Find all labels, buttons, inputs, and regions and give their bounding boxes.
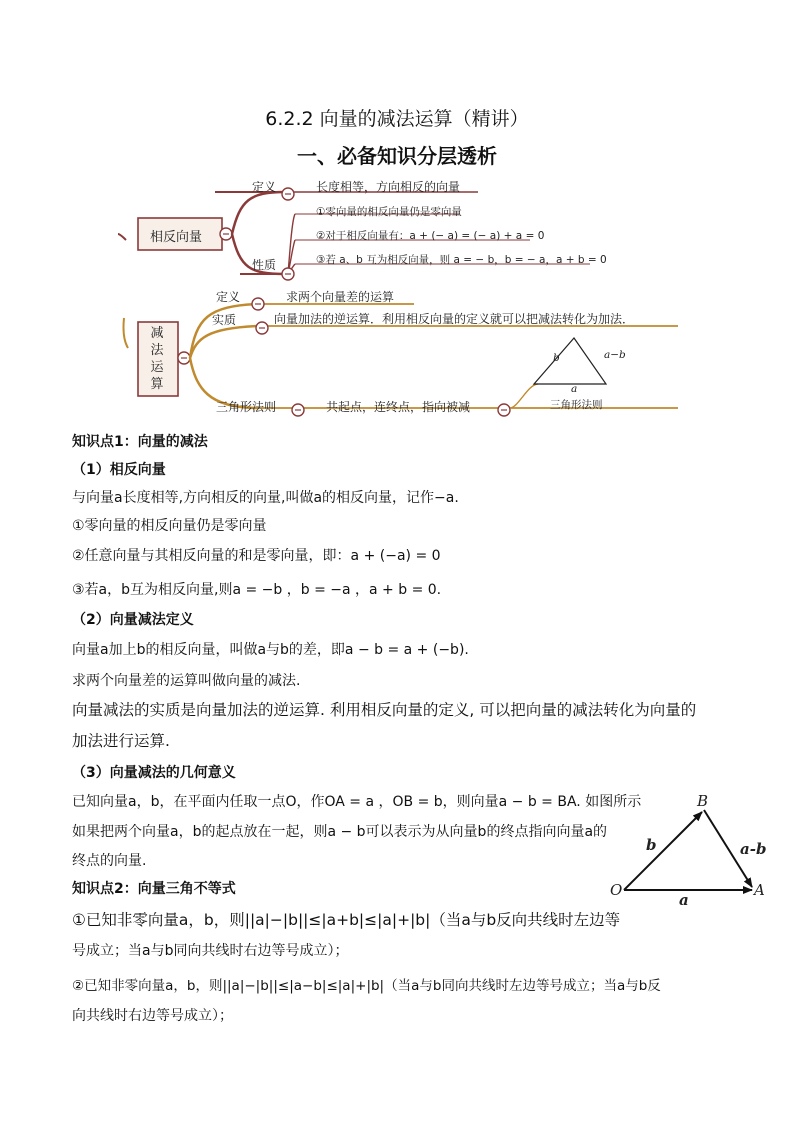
- text-line: 号成立；当a与b同向共线时右边等号成立）；: [72, 943, 349, 959]
- mindmap-prop-label: 性质: [252, 258, 277, 272]
- mindmap-root-char: 减: [150, 326, 164, 341]
- knowledge-point-2: 知识点2：向量三角不等式: [72, 881, 236, 897]
- point-a-label: A: [754, 881, 765, 899]
- text-line: 向量减法的实质是向量加法的逆运算. 利用相反向量的定义, 可以把向量的减法转化为向量的: [72, 701, 697, 719]
- text-line: 向共线时右边等号成立）；: [72, 1008, 233, 1024]
- subheading-2: （2）向量减法定义: [72, 612, 194, 628]
- text-line: 向量a加上b的相反向量，叫做a与b的差，即a − b = a + (−b).: [72, 642, 469, 658]
- mindmap-prop-1: ①零向量的相反向量仍是零向量: [316, 206, 462, 218]
- mindmap-sub-def-text: 求两个向量差的运算: [286, 290, 395, 304]
- mindmap-root-subtraction: [141, 325, 173, 393]
- text-line: 已知向量a，b，在平面内任取一点O，作OA = a ，OB = b，则向量a − b = BA. 如图所示: [72, 794, 642, 810]
- point-o-label: O: [610, 881, 623, 899]
- text-line: 加法进行运算.: [72, 732, 170, 750]
- text-line: ②任意向量与其相反向量的和是零向量，即：a + (−a) = 0: [72, 548, 441, 564]
- mindmap-prop-2: ②对于相反向量有：a + (− a) = (− a) + a = 0: [316, 230, 545, 242]
- text-line: ①已知非零向量a，b，则||a|−|b||≤|a+b|≤|a|+|b|（当a与b反向共线时左边等: [72, 911, 621, 929]
- text-line: 终点的向量.: [72, 853, 147, 869]
- subheading-1: （1）相反向量: [72, 462, 166, 478]
- text-line: ①零向量的相反向量仍是零向量: [72, 518, 267, 534]
- knowledge-point-1: 知识点1：向量的减法: [72, 434, 208, 450]
- vector-amb-label: a-b: [740, 840, 767, 858]
- mindmap-root-char: 法: [150, 343, 164, 358]
- text-line: ②已知非零向量a，b，则||a|−|b||≤|a−b|≤|a|+|b|（当a与b同向共线时左边等号成立；当a与b反: [72, 978, 661, 994]
- point-b-label: B: [697, 792, 709, 810]
- mindmap-root-opposite: 相反向量: [150, 230, 203, 245]
- mindmap-root-char: 运: [150, 360, 164, 375]
- mindmap-triangle-label: 三角形法则: [216, 400, 277, 414]
- subheading-3: （3）向量减法的几何意义: [72, 765, 236, 781]
- vector-a-label: a: [679, 891, 689, 909]
- mindmap-triangle-text: 共起点，连终点，指向被减: [326, 400, 471, 414]
- text-line: 与向量a长度相等,方向相反的向量,叫做a的相反向量，记作−a.: [72, 490, 459, 506]
- mindmap-essence-text: 向量加法的逆运算．利用相反向量的定义就可以把减法转化为加法．: [274, 312, 635, 326]
- small-label-amb: a−b: [604, 349, 626, 361]
- small-triangle-caption: 三角形法则: [550, 399, 603, 411]
- mindmap-def-text: 长度相等，方向相反的向量: [316, 180, 461, 194]
- text-line: ③若a，b互为相反向量,则a = −b ，b = −a ，a + b = 0.: [72, 582, 442, 598]
- mindmap-root-char: 算: [150, 377, 164, 392]
- mindmap-sub-def-label: 定义: [216, 290, 241, 304]
- mindmap-prop-3: ③若 a、b 互为相反向量，则 a = − b，b = − a，a + b = 0: [316, 254, 607, 266]
- vector-b-label: b: [646, 836, 657, 854]
- small-label-a: a: [571, 383, 578, 395]
- section-title: 一、必备知识分层透析: [297, 144, 497, 168]
- page-title: 6.2.2 向量的减法运算（精讲）: [265, 108, 529, 130]
- mindmap-essence-label: 实质: [212, 313, 237, 327]
- small-label-b: b: [553, 352, 560, 364]
- text-line: 如果把两个向量a，b的起点放在一起，则a − b可以表示为从向量b的终点指向向量a的: [72, 824, 608, 840]
- text-line: 求两个向量差的运算叫做向量的减法.: [72, 673, 301, 689]
- mindmap-def-label: 定义: [252, 180, 277, 194]
